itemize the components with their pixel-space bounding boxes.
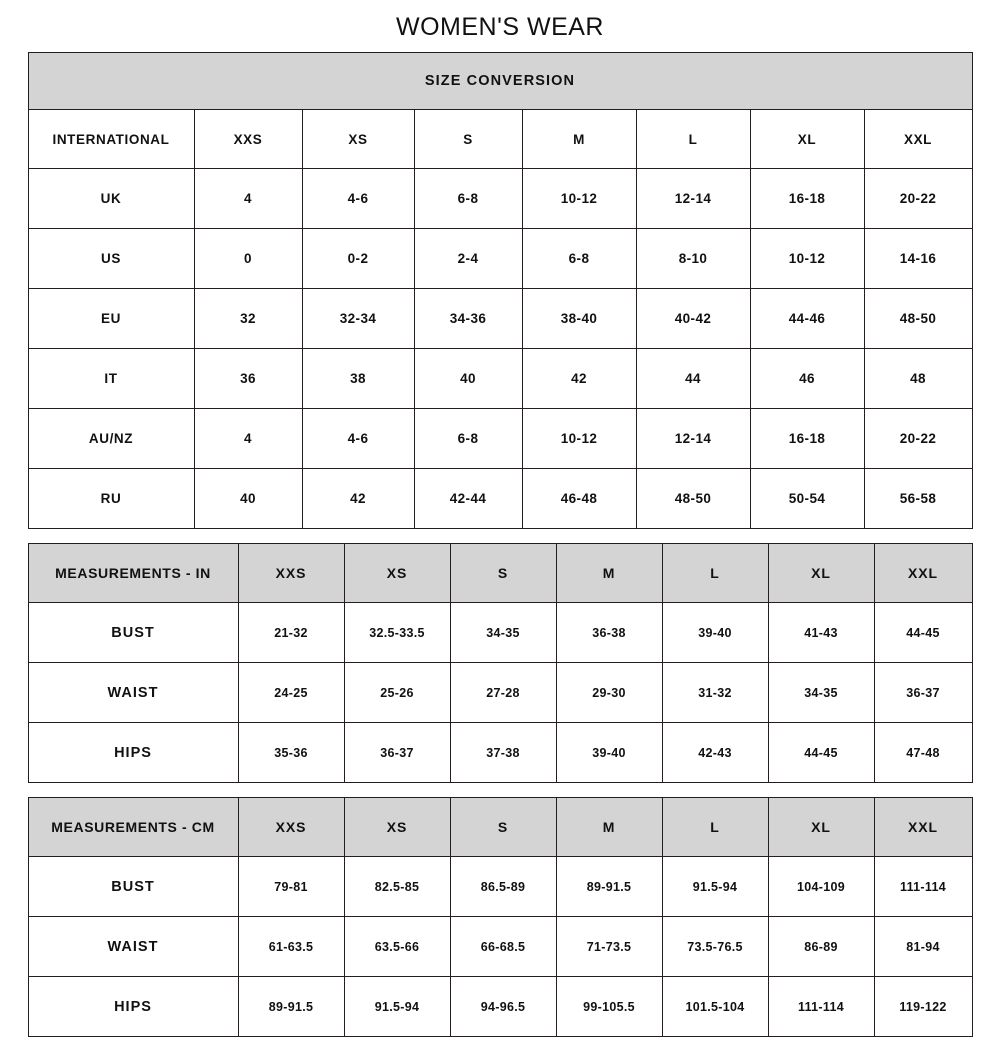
header-cell-xl: XL [768,798,874,857]
cell: 61-63.5 [238,917,344,977]
cell: 27-28 [450,663,556,723]
cell: 111-114 [874,857,972,917]
cell: 47-48 [874,723,972,783]
cell: 82.5-85 [344,857,450,917]
table-row [28,723,972,783]
cell: 42 [522,349,636,409]
cell: 34-36 [414,289,522,349]
cell: 31-32 [662,663,768,723]
cell: 89-91.5 [556,857,662,917]
row-label-us: US [28,229,194,289]
cell: 21-32 [238,603,344,663]
cell: 0-2 [302,229,414,289]
cell: 32-34 [302,289,414,349]
header-cell-s: S [450,544,556,603]
table-row [28,603,972,663]
cell: 99-105.5 [556,977,662,1037]
cell: 8-10 [636,229,750,289]
row-label-it: IT [28,349,194,409]
table-row [28,229,972,289]
table-header-row [28,110,972,169]
cell: 36-37 [874,663,972,723]
cell: 25-26 [344,663,450,723]
header-cell-measurements-in: MEASUREMENTS - IN [28,544,238,603]
cell: 35-36 [238,723,344,783]
cell: 14-16 [864,229,972,289]
table-row [28,917,972,977]
cell: 12-14 [636,409,750,469]
table-row [28,289,972,349]
table-row [28,169,972,229]
row-label-aunz: AU/NZ [28,409,194,469]
cell: 89-91.5 [238,977,344,1037]
table-row [28,469,972,529]
header-cell-xs: XS [344,544,450,603]
header-cell-xl: XL [768,544,874,603]
header-cell-s: S [414,110,522,169]
row-label-bust: BUST [28,603,238,663]
cell: 86.5-89 [450,857,556,917]
cell: 104-109 [768,857,874,917]
cell: 66-68.5 [450,917,556,977]
header-cell-xxs: XXS [238,798,344,857]
cell: 39-40 [662,603,768,663]
cell: 111-114 [768,977,874,1037]
cell: 40 [414,349,522,409]
cell: 36-37 [344,723,450,783]
cell: 34-35 [768,663,874,723]
cell: 46-48 [522,469,636,529]
table-row [28,857,972,917]
table-header-row [28,798,972,857]
cell: 38-40 [522,289,636,349]
header-cell-l: L [662,544,768,603]
cell: 36 [194,349,302,409]
cell: 20-22 [864,409,972,469]
row-label-eu: EU [28,289,194,349]
cell: 56-58 [864,469,972,529]
cell: 4-6 [302,409,414,469]
cell: 36-38 [556,603,662,663]
cell: 73.5-76.5 [662,917,768,977]
cell: 91.5-94 [662,857,768,917]
cell: 71-73.5 [556,917,662,977]
header-cell-m: M [556,798,662,857]
table-row [28,409,972,469]
cell: 91.5-94 [344,977,450,1037]
cell: 81-94 [874,917,972,977]
cell: 39-40 [556,723,662,783]
row-label-waist: WAIST [28,917,238,977]
cell: 6-8 [414,169,522,229]
cell: 4-6 [302,169,414,229]
row-label-bust: BUST [28,857,238,917]
header-cell-m: M [556,544,662,603]
cell: 44-45 [768,723,874,783]
cell: 50-54 [750,469,864,529]
cell: 48-50 [636,469,750,529]
header-cell-l: L [636,110,750,169]
cell: 86-89 [768,917,874,977]
cell: 44 [636,349,750,409]
size-conversion-table [28,52,973,529]
cell: 38 [302,349,414,409]
cell: 0 [194,229,302,289]
table-row [28,349,972,409]
cell: 6-8 [522,229,636,289]
cell: 40-42 [636,289,750,349]
cell: 2-4 [414,229,522,289]
row-label-waist: WAIST [28,663,238,723]
row-label-ru: RU [28,469,194,529]
table-header-row [28,544,972,603]
header-cell-xxs: XXS [194,110,302,169]
cell: 40 [194,469,302,529]
cell: 42 [302,469,414,529]
header-cell-xxl: XXL [874,798,972,857]
cell: 101.5-104 [662,977,768,1037]
measurements-inches-table [28,543,973,783]
cell: 4 [194,409,302,469]
cell: 34-35 [450,603,556,663]
cell: 32 [194,289,302,349]
cell: 24-25 [238,663,344,723]
cell: 42-44 [414,469,522,529]
cell: 63.5-66 [344,917,450,977]
header-cell-xxl: XXL [874,544,972,603]
cell: 37-38 [450,723,556,783]
row-label-uk: UK [28,169,194,229]
cell: 41-43 [768,603,874,663]
header-cell-international: INTERNATIONAL [28,110,194,169]
cell: 16-18 [750,409,864,469]
header-cell-xs: XS [302,110,414,169]
header-cell-measurements-cm: MEASUREMENTS - CM [28,798,238,857]
header-cell-l: L [662,798,768,857]
cell: 44-45 [874,603,972,663]
cell: 79-81 [238,857,344,917]
cell: 10-12 [522,169,636,229]
page-title: WOMEN'S WEAR [396,13,604,41]
header-cell-xxl: XXL [864,110,972,169]
cell: 32.5-33.5 [344,603,450,663]
cell: 10-12 [750,229,864,289]
cell: 42-43 [662,723,768,783]
cell: 46 [750,349,864,409]
measurements-cm-table [28,797,973,1037]
cell: 16-18 [750,169,864,229]
size-conversion-banner: SIZE CONVERSION [28,53,972,110]
header-cell-s: S [450,798,556,857]
header-cell-xs: XS [344,798,450,857]
cell: 4 [194,169,302,229]
table-row [28,977,972,1037]
cell: 119-122 [874,977,972,1037]
cell: 94-96.5 [450,977,556,1037]
cell: 6-8 [414,409,522,469]
header-cell-xxs: XXS [238,544,344,603]
cell: 20-22 [864,169,972,229]
cell: 48-50 [864,289,972,349]
cell: 12-14 [636,169,750,229]
header-cell-m: M [522,110,636,169]
cell: 48 [864,349,972,409]
table-banner-row [28,53,972,110]
table-row [28,663,972,723]
cell: 10-12 [522,409,636,469]
row-label-hips: HIPS [28,723,238,783]
header-cell-xl: XL [750,110,864,169]
cell: 29-30 [556,663,662,723]
row-label-hips: HIPS [28,977,238,1037]
cell: 44-46 [750,289,864,349]
